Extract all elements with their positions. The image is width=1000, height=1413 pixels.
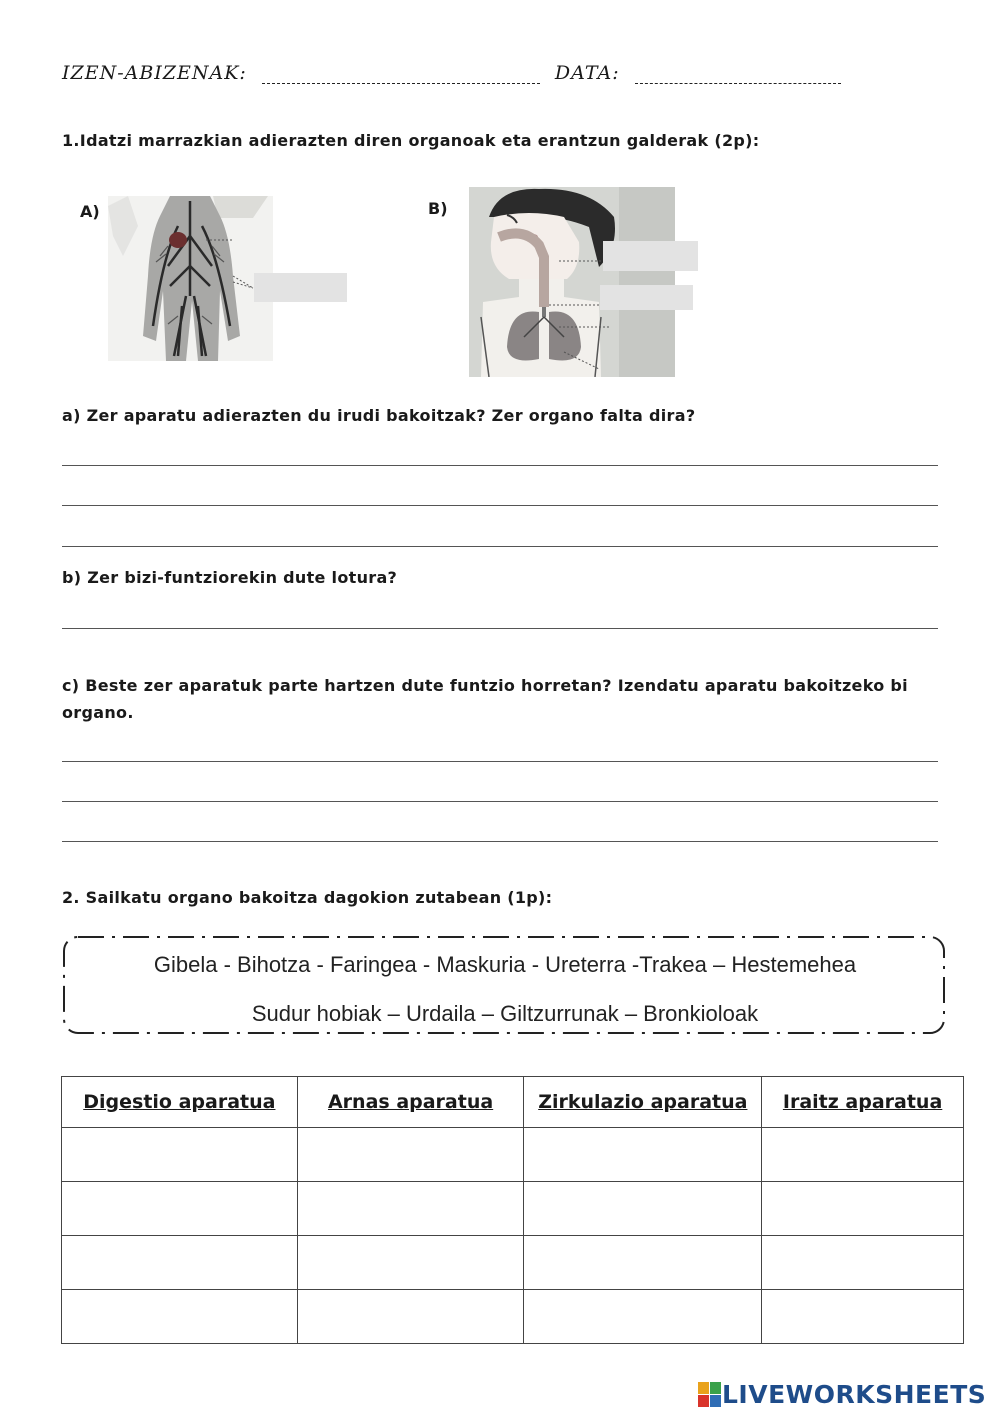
table-cell[interactable]: [297, 1236, 524, 1290]
table-cell[interactable]: [762, 1290, 964, 1344]
table-row: [62, 1290, 964, 1344]
student-header: [62, 62, 849, 84]
table-cell[interactable]: [62, 1182, 298, 1236]
name-field[interactable]: [262, 69, 540, 84]
table-cell[interactable]: [297, 1182, 524, 1236]
column-header-digestio: Digestio aparatua: [62, 1077, 298, 1128]
table-cell[interactable]: [762, 1236, 964, 1290]
answer-line[interactable]: [62, 546, 938, 547]
word-bank-line-2: Sudur hobiak – Urdaila – Giltzurrunak – Bronkioloak: [251, 1001, 759, 1026]
table-cell[interactable]: [62, 1290, 298, 1344]
table-cell[interactable]: [524, 1182, 762, 1236]
circulatory-system-figure: [108, 196, 273, 361]
table-row: [62, 1128, 964, 1182]
classification-table: [61, 1076, 964, 1344]
date-field[interactable]: [635, 69, 841, 84]
table-cell[interactable]: [297, 1290, 524, 1344]
answer-line[interactable]: [62, 761, 938, 762]
date-label: DATA:: [554, 62, 620, 84]
liveworksheets-logo: [698, 1380, 986, 1409]
question-1c-line1: c) Beste zer aparatuk parte hartzen dute funtzio horretan? Izendatu aparatu bakoitzeko bi: [62, 676, 908, 695]
respiratory-system-figure: [469, 187, 675, 377]
column-header-iraitz: Iraitz aparatua: [762, 1077, 964, 1128]
liveworksheets-logo-text: LIVEWORKSHEETS: [722, 1380, 987, 1409]
answer-line[interactable]: [62, 465, 938, 466]
question-2-title: 2. Sailkatu organo bakoitza dagokion zutabean (1p):: [62, 888, 553, 907]
table-cell[interactable]: [62, 1128, 298, 1182]
figure-a-label: A): [80, 202, 100, 221]
answer-line[interactable]: [62, 841, 938, 842]
answer-line[interactable]: [62, 628, 938, 629]
table-header-row: [62, 1077, 964, 1128]
question-1c-line2: organo.: [62, 703, 134, 722]
figure-b-label: B): [428, 199, 448, 218]
table-cell[interactable]: [62, 1236, 298, 1290]
figure-b-answer-box-2[interactable]: [600, 285, 693, 310]
table-cell[interactable]: [297, 1128, 524, 1182]
name-label: IZEN-ABIZENAK:: [62, 62, 247, 84]
table-cell[interactable]: [524, 1236, 762, 1290]
column-header-zirkulazio: Zirkulazio aparatua: [524, 1077, 762, 1128]
question-1-title: 1.Idatzi marrazkian adierazten diren organoak eta erantzun galderak (2p):: [62, 131, 760, 150]
question-1b: b) Zer bizi-funtziorekin dute lotura?: [62, 568, 398, 587]
table-cell[interactable]: [524, 1290, 762, 1344]
table-row: [62, 1182, 964, 1236]
table-cell[interactable]: [762, 1182, 964, 1236]
word-bank-line-1: Gibela - Bihotza - Faringea - Maskuria - Ureterra -Trakea – Hestemehea: [153, 952, 857, 977]
figure-a-answer-box[interactable]: [254, 273, 347, 302]
figure-b-answer-box-1[interactable]: [603, 241, 698, 271]
answer-line[interactable]: [62, 801, 938, 802]
table-row: [62, 1236, 964, 1290]
answer-line[interactable]: [62, 505, 938, 506]
column-header-arnas: Arnas aparatua: [297, 1077, 524, 1128]
table-cell[interactable]: [762, 1128, 964, 1182]
question-1a: a) Zer aparatu adierazten du irudi bakoitzak? Zer organo falta dira?: [62, 406, 696, 425]
table-cell[interactable]: [524, 1128, 762, 1182]
liveworksheets-logo-icon: [698, 1382, 722, 1408]
word-bank: [62, 934, 948, 1036]
